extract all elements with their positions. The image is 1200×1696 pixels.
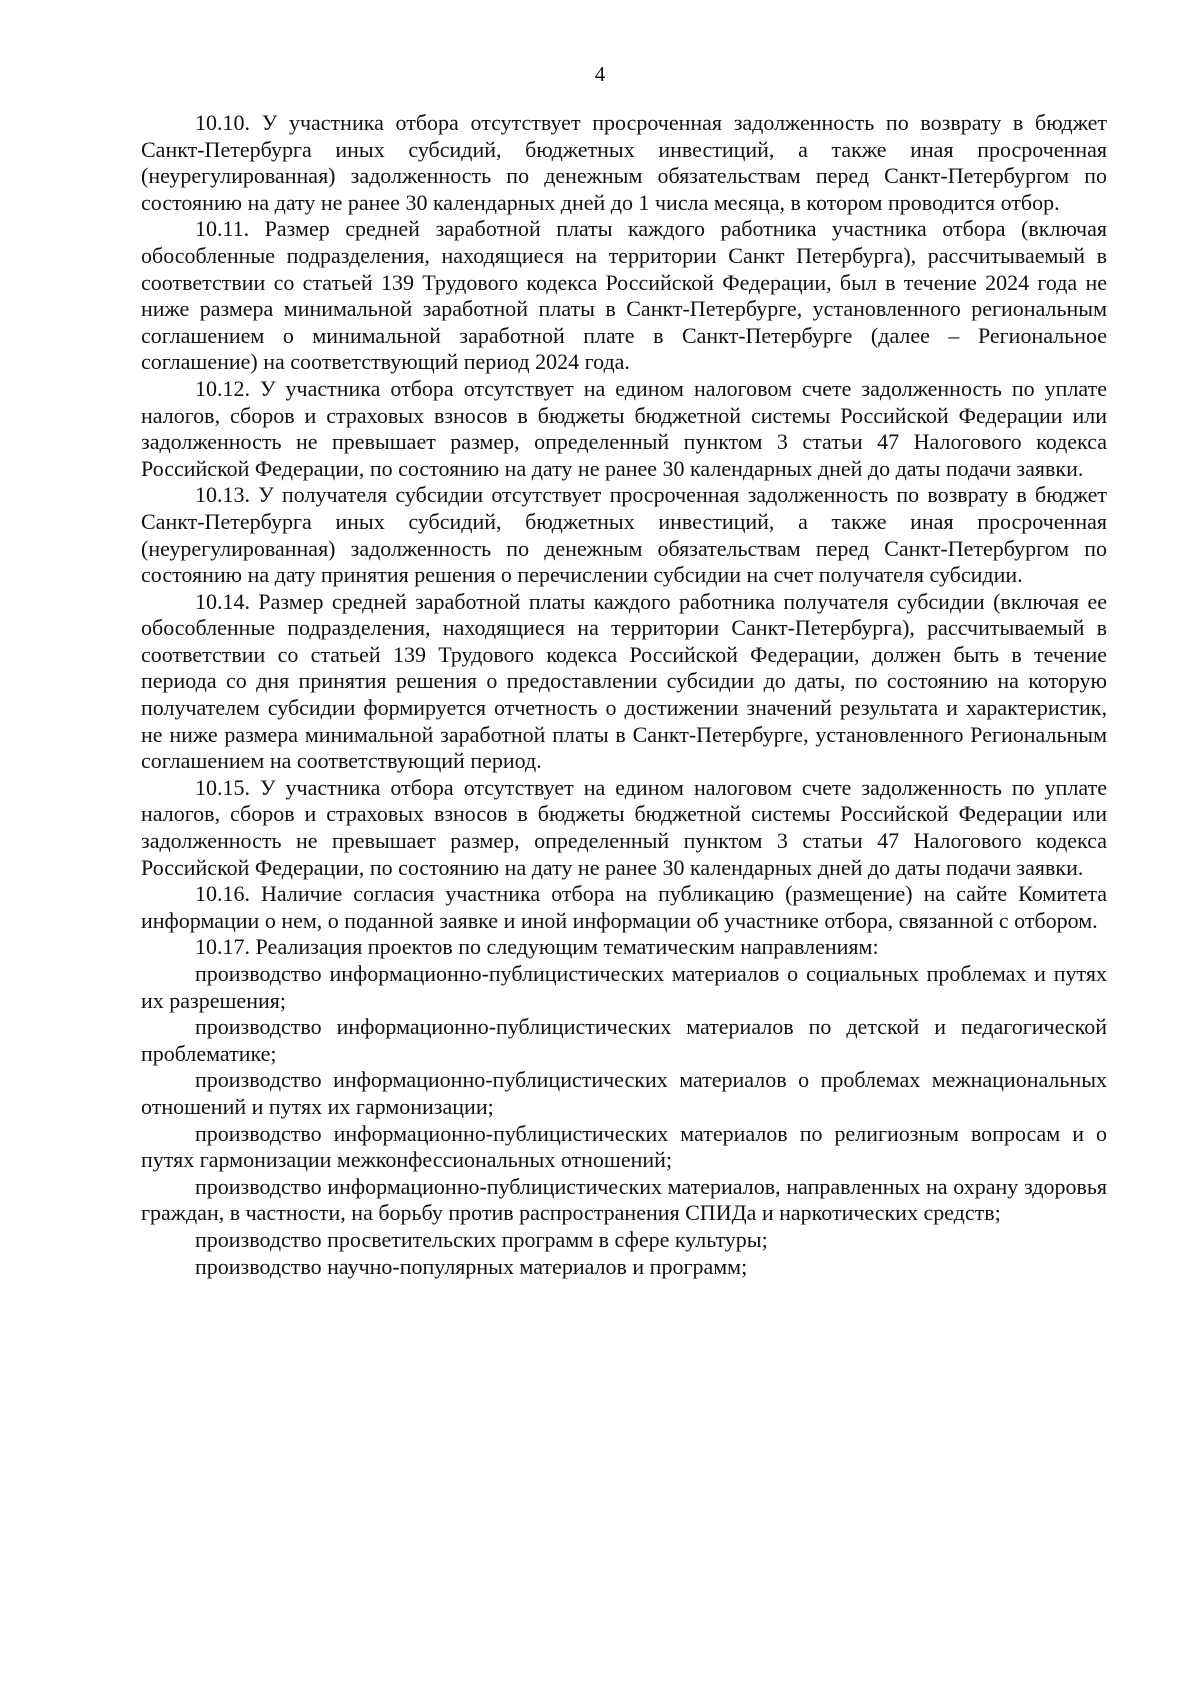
topic-item-child-pedagogy: производство информационно-публицистических материалов по детской и педагогической проблематике; xyxy=(141,1014,1107,1066)
clause-10-14: 10.14. Размер средней заработной платы каждого работника получателя субсидии (включая ее обособленные подразделения, находящиеся на территории Санкт-Петербурга), рассчитываемый в соответствии со статьей 139 Трудового кодекса Российской Федерации, должен быть в течение периода со дня принятия решения о предоставлении субсидии до даты, по состоянию на которую получателем субсидии формируется отчетность о достижении значений результата и характеристик, не ниже размера минимальной заработной платы в Санкт-Петербурге, установленного Региональным соглашением на соответствующий период. xyxy=(141,588,1107,774)
clause-10-12: 10.12. У участника отбора отсутствует на едином налоговом счете задолженность по уплате налогов, сборов и страховых взносов в бюджеты бюджетной системы Российской Федерации или задолженность не превышает размер, определенный пунктом 3 статьи 47 Налогового кодекса Российской Федерации, по состоянию на дату не ранее 30 календарных дней до даты подачи заявки. xyxy=(141,375,1107,481)
topic-item-public-health: производство информационно-публицистических материалов, направленных на охрану здоровья граждан, в частности, на борьбу против распространения СПИДа и наркотических средств; xyxy=(141,1173,1107,1226)
clause-10-15: 10.15. У участника отбора отсутствует на едином налоговом счете задолженность по уплате налогов, сборов и страховых взносов в бюджеты бюджетной системы Российской Федерации или задолженность не превышает размер, определенный пунктом 3 статьи 47 Налогового кодекса Российской Федерации, по состоянию на дату не ранее 30 календарных дней до даты подачи заявки. xyxy=(141,774,1107,880)
clause-10-13: 10.13. У получателя субсидии отсутствует просроченная задолженность по возврату в бюджет Санкт-Петербурга иных субсидий, бюджетных инвестиций, а также иная просроченная (неурегулированная) задолженность по денежным обязательствам перед Санкт-Петербургом по состоянию на дату принятия решения о перечислении субсидии на счет получателя субсидии. xyxy=(141,482,1107,588)
clause-10-11: 10.11. Размер средней заработной платы каждого работника участника отбора (включая обособленные подразделения, находящиеся на территории Санкт Петербурга), рассчитываемый в соответствии со статьей 139 Трудового кодекса Российской Федерации, был в течение 2024 года не ниже размера минимальной заработной платы в Санкт-Петербурге, установленного региональным соглашением о минимальной заработной плате в Санкт-Петербурге (далее – Региональное соглашение) на соответствующий период 2024 года. xyxy=(141,216,1107,375)
topic-item-culture-programs: производство просветительских программ в сфере культуры; xyxy=(195,1226,768,1252)
topic-item-social-problems: производство информационно-публицистических материалов о социальных проблемах и путях их разрешения; xyxy=(141,961,1107,1013)
clause-10-17: 10.17. Реализация проектов по следующим тематическим направлениям: xyxy=(195,934,879,960)
topic-item-religious-issues: производство информационно-публицистических материалов по религиозным вопросам и о путях гармонизации межконфессиональных отношений; xyxy=(141,1120,1107,1173)
clause-10-16: 10.16. Наличие согласия участника отбора на публикацию (размещение) на сайте Комитета информации о нем, о поданной заявке и иной информации об участнике отбора, связанной с отбором. xyxy=(141,881,1107,933)
page-number: 4 xyxy=(594,62,606,86)
topic-item-popular-science: производство научно-популярных материалов и программ; xyxy=(195,1253,748,1279)
document-body xyxy=(141,110,1107,1280)
clause-10-10: 10.10. У участника отбора отсутствует просроченная задолженность по возврату в бюджет Санкт-Петербурга иных субсидий, бюджетных инвестиций, а также иная просроченная (неурегулированная) задолженность по денежным обязательствам перед Санкт-Петербургом по состоянию на дату не ранее 30 календарных дней до 1 числа месяца, в котором проводится отбор. xyxy=(141,110,1107,215)
topic-item-interethnic-relations: производство информационно-публицистических материалов о проблемах межнациональных отношений и путях их гармонизации; xyxy=(141,1067,1107,1119)
